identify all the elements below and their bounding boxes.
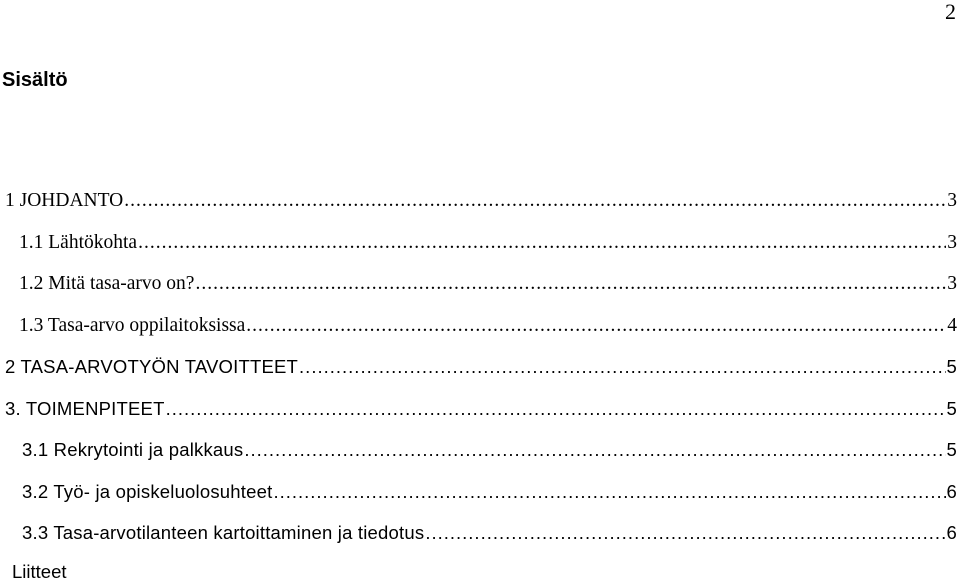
toc-entry-title: 3.3 Tasa-arvotilanteen kartoittaminen ja tiedotus bbox=[22, 522, 425, 543]
toc-entry[interactable] bbox=[0, 437, 957, 479]
toc-entry-title: 2 TASA-ARVOTYÖN TAVOITTEET bbox=[5, 356, 299, 377]
toc-entry-title: 1.1 Lähtökohta bbox=[19, 231, 138, 253]
toc-entry-title: 3.2 Työ- ja opiskeluolosuhteet bbox=[22, 480, 273, 502]
toc-dot-leader bbox=[425, 520, 945, 546]
page-number: 2 bbox=[945, 0, 956, 24]
toc-entry-title: 1.2 Mitä tasa-arvo on? bbox=[19, 273, 195, 294]
toc-entry-page: 5 bbox=[946, 439, 957, 460]
toc-entry-page: 3 bbox=[947, 190, 957, 211]
appendix-label: Liitteet bbox=[12, 561, 67, 582]
toc-entry-page: 3 bbox=[947, 273, 957, 294]
toc-entry[interactable] bbox=[0, 271, 957, 313]
toc-dot-leader bbox=[166, 396, 946, 422]
toc-entry[interactable] bbox=[0, 396, 957, 438]
toc-entry-title: 3. TOIMENPITEET bbox=[5, 397, 165, 419]
toc-dot-leader bbox=[138, 230, 946, 256]
toc-entry[interactable] bbox=[0, 188, 957, 230]
toc-entry-page: 6 bbox=[946, 480, 957, 502]
toc-entry-title: 3.1 Rekrytointi ja palkkaus bbox=[22, 439, 244, 460]
toc-entry-page: 6 bbox=[946, 522, 957, 543]
toc-entry-title: 1 JOHDANTO bbox=[5, 190, 124, 211]
toc-entry[interactable] bbox=[0, 313, 957, 355]
toc-entry-page: 5 bbox=[946, 356, 957, 377]
toc-entry[interactable] bbox=[0, 479, 957, 521]
page-title: Sisältö bbox=[2, 69, 68, 91]
toc-entry[interactable] bbox=[0, 230, 957, 272]
toc-entry-page: 5 bbox=[946, 397, 957, 419]
toc-entry[interactable] bbox=[0, 520, 957, 562]
toc-entry-page: 4 bbox=[947, 314, 957, 336]
toc-entry-title: 1.3 Tasa-arvo oppilaitoksissa bbox=[19, 314, 246, 336]
toc-dot-leader bbox=[124, 188, 946, 214]
toc-dot-leader bbox=[246, 313, 946, 339]
table-of-contents bbox=[0, 188, 957, 562]
toc-dot-leader bbox=[195, 271, 946, 297]
toc-dot-leader bbox=[244, 437, 945, 463]
toc-entry[interactable] bbox=[0, 354, 957, 396]
toc-dot-leader bbox=[273, 479, 945, 505]
toc-entry-page: 3 bbox=[947, 231, 957, 253]
toc-dot-leader bbox=[299, 354, 945, 380]
